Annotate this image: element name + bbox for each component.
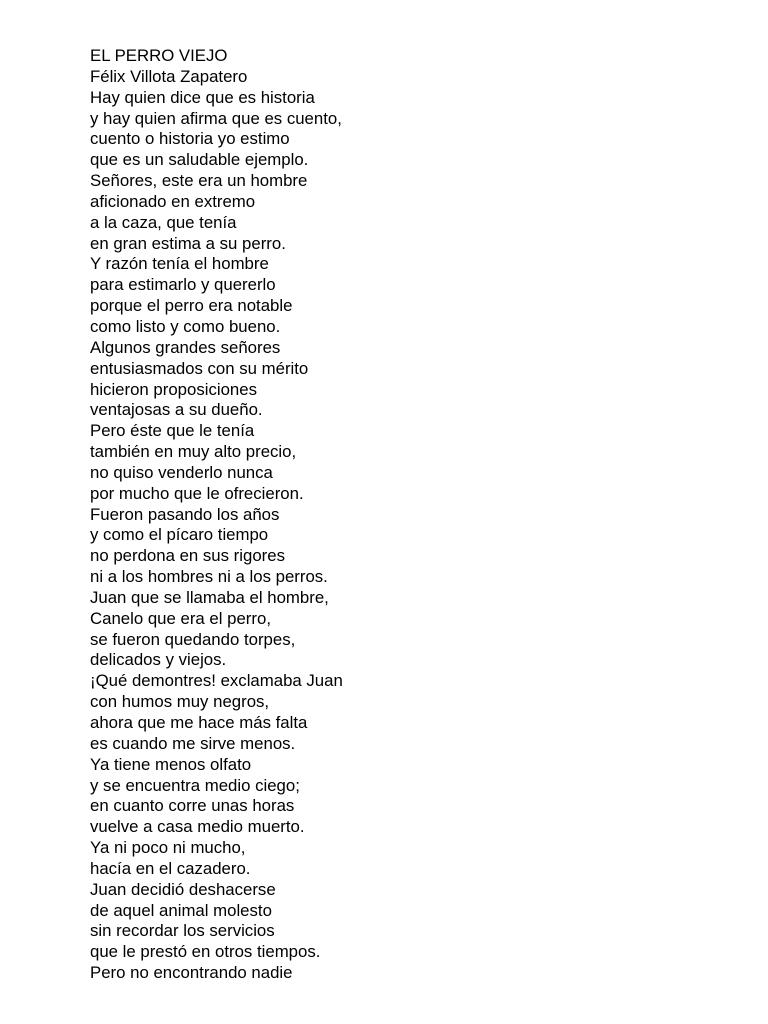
poem-line: en gran estima a su perro. xyxy=(90,233,286,253)
poem-line: de aquel animal molesto xyxy=(90,900,272,920)
poem-line: Señores, este era un hombre xyxy=(90,171,308,191)
poem-line: sin recordar los servicios xyxy=(90,921,275,941)
poem-line: y hay quien afirma que es cuento, xyxy=(90,108,342,128)
poem-line: Ya tiene menos olfato xyxy=(90,754,252,774)
poem-line: ahora que me hace más falta xyxy=(90,713,308,732)
poem-line: delicados y viejos. xyxy=(90,650,227,670)
poem-line: por mucho que le ofrecieron. xyxy=(90,483,304,503)
poem-line: con humos muy negros, xyxy=(90,692,270,712)
poem-line: no perdona en sus rigores xyxy=(90,546,285,566)
poem-line: también en muy alto precio, xyxy=(90,442,297,462)
poem-line: a la caza, que tenía xyxy=(90,212,237,232)
poem-line: en cuanto corre unas horas xyxy=(90,796,295,816)
poem-line: y como el pícaro tiempo xyxy=(90,525,269,545)
poem-line: Pero no encontrando nadie xyxy=(90,963,293,983)
poem-line: que le prestó en otros tiempos. xyxy=(90,942,321,962)
poem-line: que es un saludable ejemplo. xyxy=(90,150,309,170)
poem-line: y se encuentra medio ciego; xyxy=(90,775,300,795)
poem-line: Y razón tenía el hombre xyxy=(90,254,269,274)
poem-line: porque el perro era notable xyxy=(90,296,293,316)
poem-line: Algunos grandes señores xyxy=(90,337,281,357)
poem-line: entusiasmados con su mérito xyxy=(90,358,309,378)
poem-line: Hay quien dice que es historia xyxy=(90,87,315,107)
poem-line: cuento o historia yo estimo xyxy=(90,129,290,149)
poem-line: Ya ni poco ni mucho, xyxy=(90,838,246,858)
poem-line: Juan que se llamaba el hombre, xyxy=(90,587,329,607)
poem-line: Juan decidió deshacerse xyxy=(90,879,276,899)
poem-line: como listo y como bueno. xyxy=(90,316,281,336)
poem-line: hicieron proposiciones xyxy=(90,379,257,399)
poem-line: Fueron pasando los años xyxy=(90,504,280,524)
poem-title: EL PERRO VIEJO xyxy=(90,46,228,65)
poem-line: ventajosas a su dueño. xyxy=(90,400,263,420)
poem-line: es cuando me sirve menos. xyxy=(90,733,296,753)
poem-line: se fueron quedando torpes, xyxy=(90,629,296,649)
poem-line: hacía en el cazadero. xyxy=(90,858,251,878)
poem-line: Canelo que era el perro, xyxy=(90,608,271,628)
poem-line: ni a los hombres ni a los perros. xyxy=(90,567,328,587)
poem-line: Pero éste que le tenía xyxy=(90,421,255,441)
poem-text xyxy=(90,46,343,984)
poem-line: aficionado en extremo xyxy=(90,191,256,211)
poem-line: vuelve a casa medio muerto. xyxy=(90,817,305,837)
poem-line: ¡Qué demontres! exclamaba Juan xyxy=(90,671,343,691)
poem-line: para estimarlo y quererlo xyxy=(90,275,276,295)
poem-line: no quiso venderlo nunca xyxy=(90,462,273,482)
poem-author: Félix Villota Zapatero xyxy=(90,66,248,86)
